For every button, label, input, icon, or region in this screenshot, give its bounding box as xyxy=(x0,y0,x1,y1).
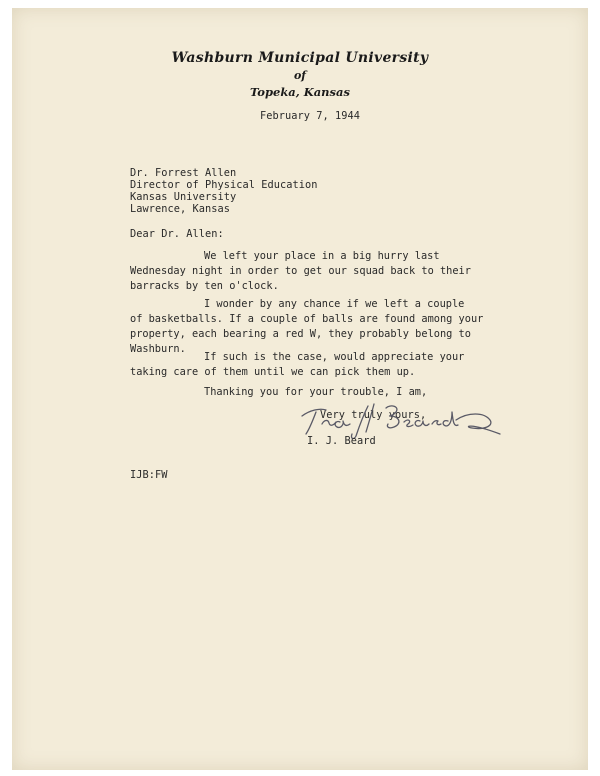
paragraph-line: Wednesday night in order to get our squad back to their xyxy=(130,265,471,277)
paragraph-line: property, each bearing a red W, they probably belong to xyxy=(130,328,471,340)
paragraph-line: taking care of them until we can pick them up. xyxy=(130,366,416,378)
paragraph-line: Thanking you for your trouble, I am, xyxy=(204,386,428,398)
paragraph-2 xyxy=(130,297,483,357)
paragraph-line: We left your place in a big hurry last xyxy=(204,250,440,262)
paragraph-line: If such is the case, would appreciate your xyxy=(204,351,465,363)
paragraph-line: of basketballs. If a couple of balls are found among your xyxy=(130,313,484,325)
recipient-title: Director of Physical Education xyxy=(130,179,318,191)
recipient-organization: Kansas University xyxy=(130,191,237,203)
paragraph-1 xyxy=(130,249,471,294)
letterhead-of: of xyxy=(293,69,307,82)
recipient-city: Lawrence, Kansas xyxy=(130,203,230,215)
letter-date: February 7, 1944 xyxy=(260,110,360,122)
paragraph-line: barracks by ten o'clock. xyxy=(130,280,279,292)
salutation: Dear Dr. Allen: xyxy=(130,228,224,240)
letterhead-institution: Washburn Municipal University xyxy=(171,50,429,66)
paragraph-line: Washburn. xyxy=(130,343,186,355)
recipient-name: Dr. Forrest Allen xyxy=(130,167,237,179)
letterhead-location: Topeka, Kansas xyxy=(250,85,350,99)
paragraph-3 xyxy=(130,350,464,380)
signer-name: I. J. Beard xyxy=(307,435,376,447)
paragraph-line: I wonder by any chance if we left a couple xyxy=(204,298,465,310)
letter-page xyxy=(12,8,588,770)
reference-initials: IJB:FW xyxy=(130,469,168,481)
closing: Very truly yours, xyxy=(320,409,427,421)
